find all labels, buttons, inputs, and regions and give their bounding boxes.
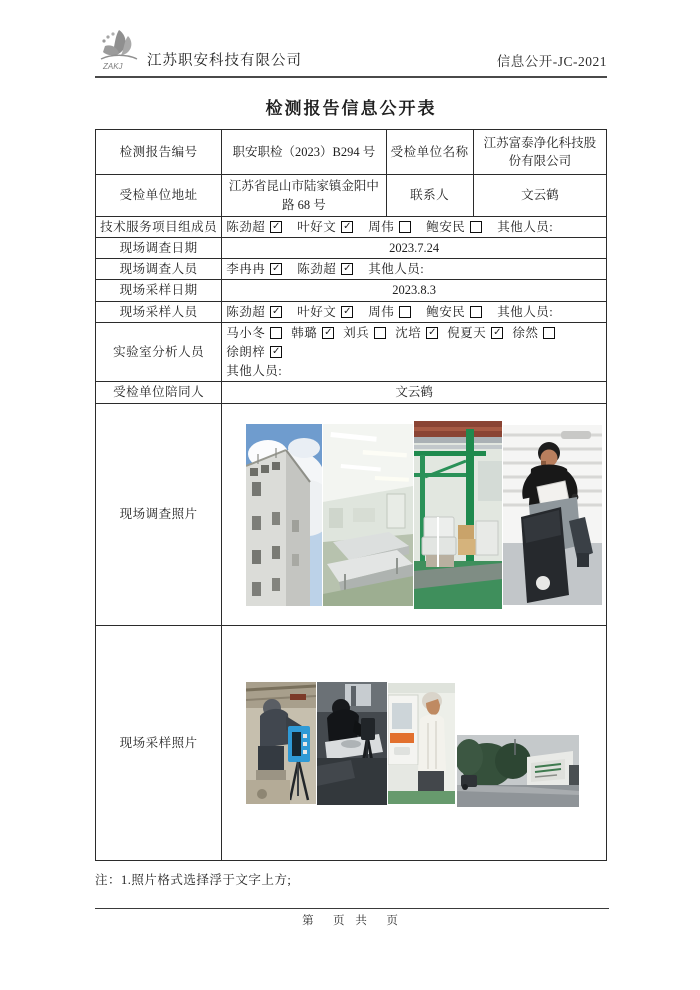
staff-name: 徐然 [512, 325, 539, 340]
escort-label: 受检单位陪同人 [96, 382, 222, 404]
staff-member [226, 303, 282, 321]
sampling-staff-members [222, 301, 607, 322]
other-staff-label: 其他人员: [226, 363, 283, 378]
staff-name: 李冉冉 [226, 262, 266, 277]
survey-photo-strip [246, 421, 602, 609]
other-staff-label: 其他人员: [497, 220, 554, 234]
checkbox-unchecked-icon [399, 306, 411, 318]
staff-member [426, 303, 482, 321]
doc-code: 信息公开-JC-2021 [496, 54, 607, 69]
checkbox-checked-icon: ✓ [324, 326, 333, 338]
checkbox-unchecked-icon [543, 327, 555, 339]
sampling-date-label: 现场采样日期 [96, 280, 222, 301]
staff-member [297, 260, 353, 278]
sampling-photo-strip [246, 679, 602, 807]
staff-member [297, 218, 353, 236]
staff-name: 周伟 [368, 304, 395, 319]
sampling-staff-label: 现场采样人员 [96, 301, 222, 322]
photo-cleanroom-worker [388, 683, 455, 804]
row-survey-date [96, 238, 607, 259]
staff-name: 刘兵 [343, 325, 370, 340]
page-title: 检测报告信息公开表 [265, 99, 437, 118]
row-sampling-photos [96, 626, 607, 861]
staff-member [297, 303, 353, 321]
row-survey-photos [96, 404, 607, 626]
checkbox-unchecked-icon [374, 327, 386, 339]
row-sampling-date [96, 280, 607, 301]
lab-staff-label: 实验室分析人员 [96, 322, 222, 381]
staff-name: 鲍安民 [426, 220, 466, 234]
inspected-unit-value: 江苏富泰净化科技股份有限公司 [473, 130, 606, 175]
staff-name: 陈劲超 [226, 304, 266, 319]
page-header [95, 0, 607, 78]
photo-worker-inspecting [503, 425, 602, 605]
checkbox-unchecked-icon [470, 306, 482, 318]
sampling-date-value: 2023.8.3 [222, 280, 607, 301]
tech-team-label: 技术服务项目组成员 [96, 217, 222, 238]
staff-name: 鲍安民 [426, 304, 466, 319]
lab-staff-members [222, 322, 607, 381]
row-survey-staff [96, 259, 607, 280]
page-number-text: 第 页 共 页 [302, 915, 402, 927]
staff-name: 倪夏天 [447, 325, 487, 340]
checkbox-checked-icon: ✓ [272, 305, 281, 317]
escort-value: 文云鹤 [222, 382, 607, 404]
row-sampling-staff [96, 301, 607, 322]
staff-name: 叶好文 [297, 220, 337, 234]
photo-sampling-instrument [246, 682, 316, 804]
row-lab-staff [96, 322, 607, 381]
staff-name: 韩璐 [291, 325, 318, 340]
checkbox-checked-icon: ✓ [343, 305, 352, 317]
photo-factory-gate [457, 735, 579, 807]
other-staff-label: 其他人员: [497, 304, 554, 319]
staff-name: 马小冬 [226, 325, 266, 340]
photo-building-exterior [246, 424, 322, 606]
photo-warehouse-racks [414, 421, 502, 609]
checkbox-checked-icon: ✓ [428, 326, 437, 338]
sampling-photos-cell [222, 626, 607, 861]
survey-date-label: 现场调查日期 [96, 238, 222, 259]
checkbox-checked-icon: ✓ [272, 221, 281, 233]
photo-cleanroom-interior [323, 424, 413, 606]
report-info-table [95, 129, 607, 861]
checkbox-checked-icon: ✓ [343, 221, 352, 233]
other-staff-label: 其他人员: [368, 262, 425, 277]
checkbox-checked-icon: ✓ [272, 263, 281, 275]
tech-team-members [222, 217, 607, 238]
footnote: 注：1.照片格式选择浮于文字上方; [95, 873, 292, 887]
survey-photos-label: 现场调查照片 [96, 404, 222, 626]
staff-member [368, 218, 411, 236]
row-escort [96, 382, 607, 404]
address-label: 受检单位地址 [96, 175, 222, 217]
contact-label: 联系人 [386, 175, 473, 217]
page-content [95, 0, 607, 888]
inspected-unit-label: 受检单位名称 [386, 130, 473, 175]
company-name: 江苏职安科技有限公司 [147, 53, 302, 69]
sampling-photos-label: 现场采样照片 [96, 626, 222, 861]
page-footer [95, 908, 609, 928]
photo-sampling-operation [317, 682, 387, 805]
staff-member [226, 218, 282, 236]
staff-member [395, 324, 438, 342]
staff-name: 陈劲超 [226, 220, 266, 234]
survey-date-value: 2023.7.24 [222, 238, 607, 259]
staff-member [226, 260, 282, 278]
staff-member [226, 324, 282, 342]
staff-name: 陈劲超 [297, 262, 337, 277]
staff-name: 周伟 [368, 220, 395, 234]
checkbox-unchecked-icon [399, 221, 411, 233]
checkbox-checked-icon: ✓ [493, 326, 502, 338]
staff-member [426, 218, 482, 236]
checkbox-checked-icon: ✓ [343, 263, 352, 275]
report-no-value: 职安职检（2023）B294 号 [222, 130, 386, 175]
checkbox-checked-icon: ✓ [272, 345, 281, 357]
staff-member [226, 343, 282, 361]
staff-member [291, 324, 334, 342]
row-report-no [96, 130, 607, 175]
checkbox-unchecked-icon [270, 327, 282, 339]
checkbox-unchecked-icon [470, 221, 482, 233]
survey-staff-label: 现场调查人员 [96, 259, 222, 280]
staff-member [368, 303, 411, 321]
svg-text:ZAKJ: ZAKJ [103, 62, 123, 71]
staff-member [512, 324, 555, 342]
survey-staff-members [222, 259, 607, 280]
staff-name: 沈培 [395, 325, 422, 340]
address-value: 江苏省昆山市陆家镇金阳中路 68 号 [222, 175, 386, 217]
report-no-label: 检测报告编号 [96, 130, 222, 175]
survey-photos-cell [222, 404, 607, 626]
row-address [96, 175, 607, 217]
contact-value: 文云鹤 [473, 175, 606, 217]
row-tech-team [96, 217, 607, 238]
company-logo-icon [95, 26, 143, 72]
staff-member [343, 324, 386, 342]
staff-member [447, 324, 503, 342]
staff-name: 叶好文 [297, 304, 337, 319]
staff-name: 徐朗梓 [226, 344, 266, 359]
